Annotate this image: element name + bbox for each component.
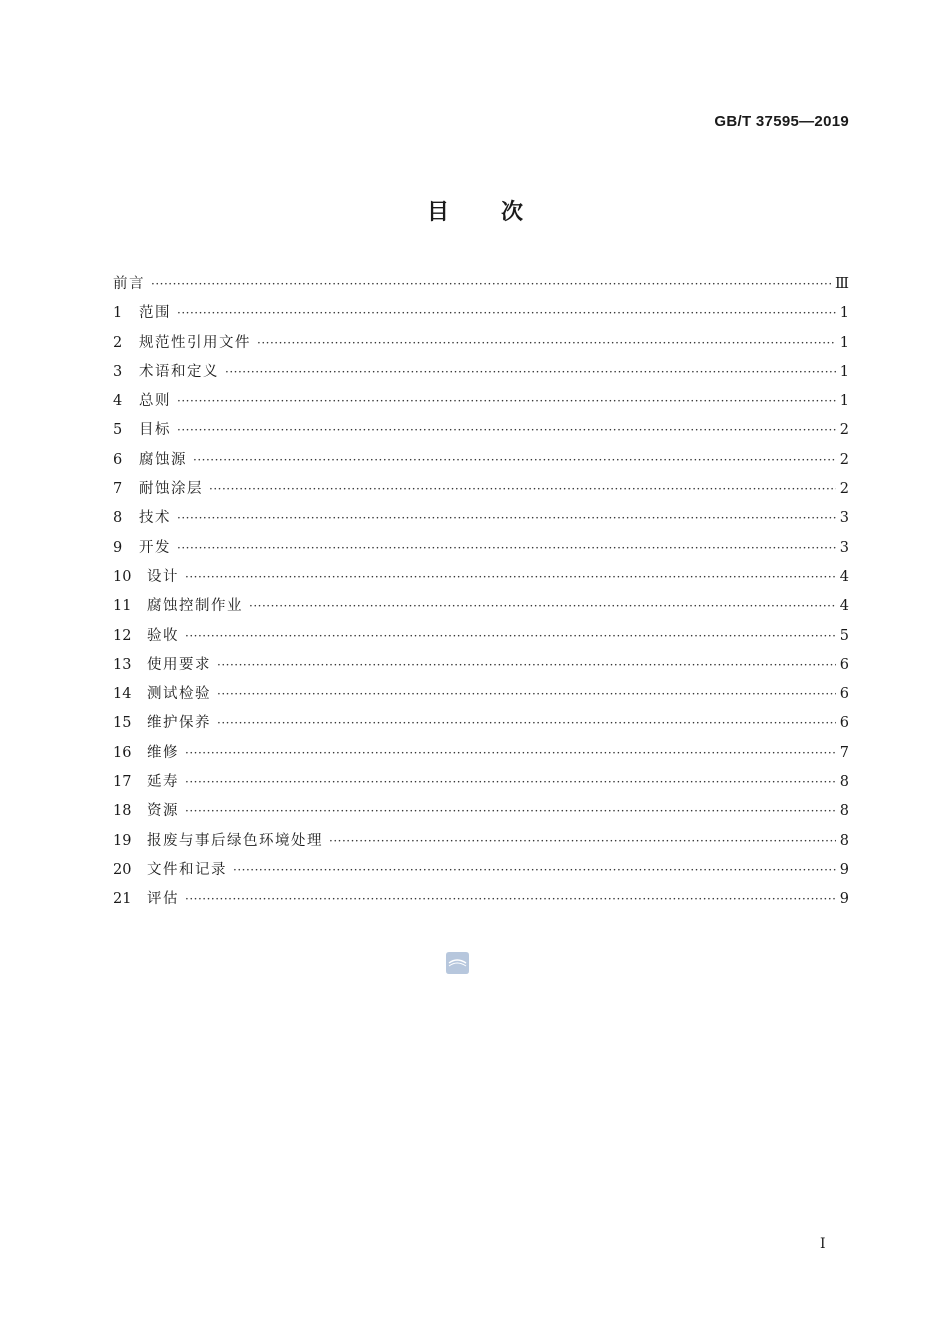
- toc-number: 15: [113, 715, 132, 732]
- toc-label: 术语和定义: [139, 363, 219, 380]
- toc-number: 20: [113, 861, 132, 878]
- toc-label: 耐蚀涂层: [139, 481, 203, 498]
- toc-label: 维护保养: [147, 715, 211, 732]
- toc-number: 7: [113, 481, 123, 498]
- toc-leader: [249, 592, 836, 621]
- toc-leader: [185, 739, 836, 768]
- toc-label: 使用要求: [147, 656, 211, 673]
- toc-number: 10: [113, 568, 132, 585]
- toc-label: 延寿: [147, 774, 179, 791]
- toc-leader: [185, 622, 836, 651]
- toc-label: 目标: [139, 422, 171, 439]
- toc-leader: [185, 768, 836, 797]
- page-number: I: [820, 1236, 826, 1252]
- toc-number: 19: [113, 832, 132, 849]
- toc-leader: [177, 387, 836, 416]
- toc-leader: [185, 563, 836, 592]
- toc-label: 资源: [147, 803, 179, 820]
- toc-leader: [257, 329, 836, 358]
- toc-leader: [177, 504, 836, 533]
- toc-entry-18[interactable]: [113, 797, 849, 826]
- toc-label: 设计: [147, 568, 179, 585]
- toc-page: 6: [839, 715, 849, 732]
- toc-leader: [329, 827, 836, 856]
- toc-page: 8: [839, 774, 849, 791]
- toc-entry-5[interactable]: [113, 416, 849, 445]
- table-of-contents: [113, 270, 849, 915]
- toc-page: 6: [839, 686, 849, 703]
- toc-page: 4: [839, 598, 849, 615]
- toc-leader: [185, 885, 836, 914]
- toc-page: 7: [839, 744, 849, 761]
- toc-leader: [193, 446, 836, 475]
- toc-leader: [233, 856, 836, 885]
- toc-label: 技术: [139, 510, 171, 527]
- toc-page: 4: [839, 568, 849, 585]
- toc-entry-7[interactable]: [113, 475, 849, 504]
- toc-label: 维修: [147, 744, 179, 761]
- toc-leader: [225, 358, 836, 387]
- toc-entry-13[interactable]: [113, 651, 849, 680]
- toc-number: 6: [113, 451, 123, 468]
- toc-entry-16[interactable]: [113, 739, 849, 768]
- document-code: GB/T 37595—2019: [714, 113, 849, 130]
- toc-page: 2: [839, 451, 849, 468]
- toc-page: 1: [839, 393, 849, 410]
- toc-entry-11[interactable]: [113, 592, 849, 621]
- toc-label: 总则: [139, 393, 171, 410]
- toc-page: 2: [839, 481, 849, 498]
- toc-entry-8[interactable]: [113, 504, 849, 533]
- toc-number: 9: [113, 539, 123, 556]
- toc-leader: [217, 680, 836, 709]
- toc-label: 验收: [147, 627, 179, 644]
- toc-number: 11: [113, 598, 132, 615]
- toc-page: 3: [839, 539, 849, 556]
- toc-label: 腐蚀源: [139, 451, 187, 468]
- toc-page: 1: [839, 305, 849, 322]
- toc-number: 8: [113, 510, 123, 527]
- toc-entry-2[interactable]: [113, 329, 849, 358]
- toc-number: 17: [113, 774, 132, 791]
- toc-leader: [217, 709, 836, 738]
- toc-number: 5: [113, 422, 123, 439]
- toc-entry-foreword[interactable]: [113, 270, 849, 299]
- toc-page: 8: [839, 803, 849, 820]
- toc-entry-21[interactable]: [113, 885, 849, 914]
- toc-number: 16: [113, 744, 132, 761]
- toc-number: 21: [113, 891, 132, 908]
- toc-label: 评估: [147, 891, 179, 908]
- toc-label: 文件和记录: [147, 861, 227, 878]
- toc-entry-15[interactable]: [113, 709, 849, 738]
- toc-label: 规范性引用文件: [139, 334, 251, 351]
- toc-label: 开发: [139, 539, 171, 556]
- toc-page: 1: [839, 363, 849, 380]
- toc-page: Ⅲ: [835, 276, 849, 292]
- toc-entry-12[interactable]: [113, 622, 849, 651]
- toc-number: 14: [113, 686, 132, 703]
- toc-leader: [209, 475, 836, 504]
- toc-label: 报废与事后绿色环境处理: [147, 832, 323, 849]
- toc-number: 3: [113, 363, 123, 380]
- toc-number: 2: [113, 334, 123, 351]
- toc-leader: [177, 534, 836, 563]
- toc-leader: [177, 299, 836, 328]
- toc-number: 1: [113, 305, 123, 322]
- toc-label: 范围: [139, 305, 171, 322]
- toc-leader: [151, 270, 831, 299]
- toc-entry-20[interactable]: [113, 856, 849, 885]
- toc-entry-1[interactable]: [113, 299, 849, 328]
- toc-label: 前言: [113, 276, 145, 292]
- toc-leader: [185, 797, 836, 826]
- toc-entry-9[interactable]: [113, 534, 849, 563]
- toc-page: 5: [839, 627, 849, 644]
- toc-leader: [177, 416, 836, 445]
- toc-page: 8: [839, 832, 849, 849]
- toc-entry-6[interactable]: [113, 446, 849, 475]
- toc-entry-14[interactable]: [113, 680, 849, 709]
- sac-logo-icon: [445, 951, 470, 975]
- toc-page: 2: [839, 422, 849, 439]
- toc-leader: [217, 651, 836, 680]
- page-title: 目次: [426, 200, 575, 225]
- toc-number: 4: [113, 393, 123, 410]
- toc-page: 6: [839, 656, 849, 673]
- toc-page: 1: [839, 334, 849, 351]
- toc-page: 9: [839, 861, 849, 878]
- toc-label: 测试检验: [147, 686, 211, 703]
- toc-number: 12: [113, 627, 132, 644]
- toc-page: 3: [839, 510, 849, 527]
- toc-entry-17[interactable]: [113, 768, 849, 797]
- toc-entry-19[interactable]: [113, 827, 849, 856]
- toc-page: 9: [839, 891, 849, 908]
- toc-entry-4[interactable]: [113, 387, 849, 416]
- toc-label: 腐蚀控制作业: [147, 598, 243, 615]
- toc-number: 13: [113, 656, 132, 673]
- toc-number: 18: [113, 803, 132, 820]
- toc-entry-10[interactable]: [113, 563, 849, 592]
- toc-entry-3[interactable]: [113, 358, 849, 387]
